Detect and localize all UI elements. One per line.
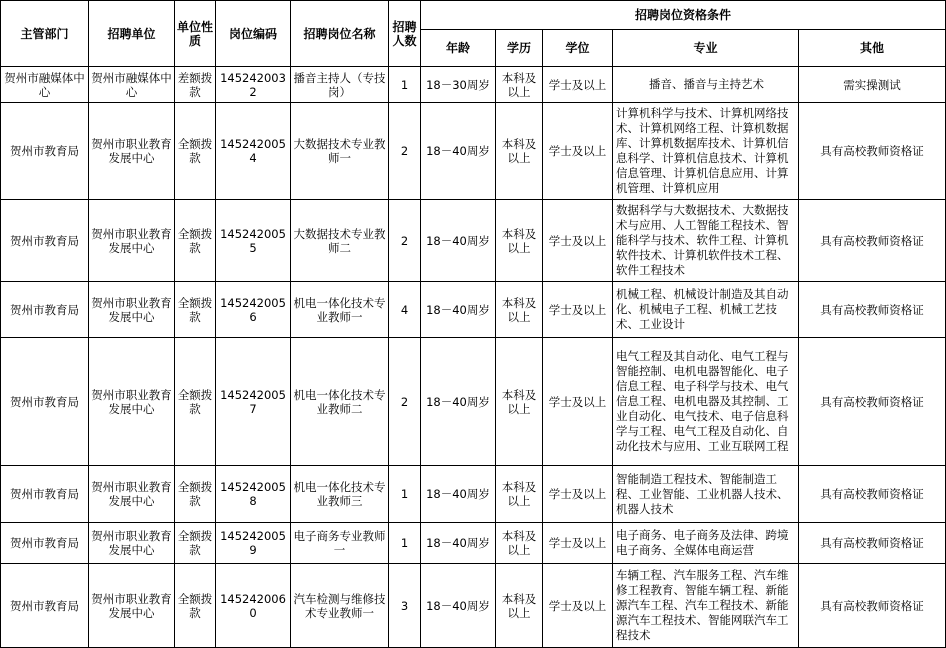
header-unit: 招聘单位 [89, 1, 175, 67]
cell-code: 1452420058 [216, 466, 291, 523]
cell-position: 机电一体化技术专业教师三 [291, 466, 389, 523]
table-row [1, 466, 946, 523]
cell-education: 本科及以上 [496, 338, 543, 466]
cell-major: 播音、播音与主持艺术 [613, 67, 799, 103]
cell-nature: 全额拨款 [175, 282, 216, 338]
cell-degree: 学士及以上 [543, 523, 613, 564]
cell-major: 车辆工程、汽车服务工程、汽车维修工程教育、智能车辆工程、新能源汽车工程、汽车工程技术、新能源汽车工程技术、智能网联汽车工程技术 [613, 564, 799, 648]
cell-unit: 贺州市职业教育发展中心 [89, 338, 175, 466]
table-row [1, 282, 946, 338]
cell-degree: 学士及以上 [543, 200, 613, 282]
cell-dept: 贺州市教育局 [1, 338, 89, 466]
cell-age: 18－40周岁 [421, 564, 496, 648]
cell-unit: 贺州市职业教育发展中心 [89, 564, 175, 648]
cell-position: 大数据技术专业教师二 [291, 200, 389, 282]
cell-position: 汽车检测与维修技术专业教师一 [291, 564, 389, 648]
cell-degree: 学士及以上 [543, 67, 613, 103]
cell-education: 本科及以上 [496, 564, 543, 648]
cell-nature: 全额拨款 [175, 200, 216, 282]
cell-dept: 贺州市教育局 [1, 103, 89, 200]
cell-position: 电子商务专业教师一 [291, 523, 389, 564]
cell-nature: 全额拨款 [175, 564, 216, 648]
cell-degree: 学士及以上 [543, 466, 613, 523]
header-dept: 主管部门 [1, 1, 89, 67]
cell-code: 1452420054 [216, 103, 291, 200]
header-degree: 学位 [543, 30, 613, 67]
cell-major: 智能制造工程技术、智能制造工程、工业智能、工业机器人技术、机器人技术 [613, 466, 799, 523]
cell-major: 计算机科学与技术、计算机网络技术、计算机网络工程、计算机数据库、计算机数据库技术、计算机信息科学、计算机信息技术、计算机信息管理、计算机信息应用、计算机管理、计算机应用 [613, 103, 799, 200]
cell-code: 1452420060 [216, 564, 291, 648]
cell-nature: 全额拨款 [175, 523, 216, 564]
cell-other: 具有高校教师资格证 [799, 338, 946, 466]
table-row [1, 564, 946, 648]
header-age: 年龄 [421, 30, 496, 67]
cell-age: 18－30周岁 [421, 67, 496, 103]
cell-code: 1452420057 [216, 338, 291, 466]
cell-unit: 贺州市职业教育发展中心 [89, 282, 175, 338]
cell-count: 4 [389, 282, 421, 338]
cell-age: 18－40周岁 [421, 200, 496, 282]
cell-dept: 贺州市教育局 [1, 564, 89, 648]
cell-dept: 贺州市教育局 [1, 200, 89, 282]
cell-position: 大数据技术专业教师一 [291, 103, 389, 200]
cell-count: 1 [389, 523, 421, 564]
cell-nature: 差额拨款 [175, 67, 216, 103]
cell-dept: 贺州市教育局 [1, 466, 89, 523]
header-conditions: 招聘岗位资格条件 [421, 1, 946, 30]
cell-other: 具有高校教师资格证 [799, 282, 946, 338]
cell-position: 机电一体化技术专业教师二 [291, 338, 389, 466]
cell-education: 本科及以上 [496, 282, 543, 338]
cell-other: 需实操测试 [799, 67, 946, 103]
cell-major: 电子商务、电子商务及法律、跨境电子商务、全媒体电商运营 [613, 523, 799, 564]
cell-other: 具有高校教师资格证 [799, 564, 946, 648]
cell-unit: 贺州市职业教育发展中心 [89, 200, 175, 282]
cell-major: 机械工程、机械设计制造及其自动化、机械电子工程、机械工艺技术、工业设计 [613, 282, 799, 338]
table-header [1, 1, 946, 67]
cell-education: 本科及以上 [496, 103, 543, 200]
cell-other: 具有高校教师资格证 [799, 200, 946, 282]
cell-education: 本科及以上 [496, 67, 543, 103]
cell-other: 具有高校教师资格证 [799, 466, 946, 523]
table-row [1, 523, 946, 564]
cell-count: 2 [389, 200, 421, 282]
table-row [1, 67, 946, 103]
cell-education: 本科及以上 [496, 523, 543, 564]
cell-nature: 全额拨款 [175, 338, 216, 466]
cell-code: 1452420056 [216, 282, 291, 338]
cell-other: 具有高校教师资格证 [799, 103, 946, 200]
cell-degree: 学士及以上 [543, 564, 613, 648]
cell-count: 1 [389, 466, 421, 523]
cell-unit: 贺州市融媒体中心 [89, 67, 175, 103]
cell-degree: 学士及以上 [543, 282, 613, 338]
table-body [1, 67, 946, 648]
cell-age: 18－40周岁 [421, 466, 496, 523]
header-position: 招聘岗位名称 [291, 1, 389, 67]
header-education: 学历 [496, 30, 543, 67]
cell-major: 电气工程及其自动化、电气工程与智能控制、电机电器智能化、电子信息工程、电子科学与技术、电气信息工程、电机电器及其控制、工业自动化、电气技术、电子信息科学与工程、电气工程及自动化、自动化技术与应用、工业互联网工程 [613, 338, 799, 466]
table-row [1, 338, 946, 466]
cell-unit: 贺州市职业教育发展中心 [89, 103, 175, 200]
cell-other: 具有高校教师资格证 [799, 523, 946, 564]
cell-dept: 贺州市教育局 [1, 282, 89, 338]
cell-age: 18－40周岁 [421, 523, 496, 564]
table-row [1, 200, 946, 282]
cell-count: 1 [389, 67, 421, 103]
cell-code: 1452420032 [216, 67, 291, 103]
cell-unit: 贺州市职业教育发展中心 [89, 466, 175, 523]
cell-degree: 学士及以上 [543, 103, 613, 200]
cell-count: 2 [389, 338, 421, 466]
cell-code: 1452420055 [216, 200, 291, 282]
cell-age: 18－40周岁 [421, 338, 496, 466]
cell-dept: 贺州市融媒体中心 [1, 67, 89, 103]
cell-nature: 全额拨款 [175, 103, 216, 200]
table-row [1, 103, 946, 200]
header-other: 其他 [799, 30, 946, 67]
header-count: 招聘人数 [389, 1, 421, 67]
cell-code: 1452420059 [216, 523, 291, 564]
cell-position: 播音主持人（专技岗） [291, 67, 389, 103]
cell-degree: 学士及以上 [543, 338, 613, 466]
cell-nature: 全额拨款 [175, 466, 216, 523]
header-code: 岗位编码 [216, 1, 291, 67]
cell-dept: 贺州市教育局 [1, 523, 89, 564]
header-nature: 单位性质 [175, 1, 216, 67]
cell-education: 本科及以上 [496, 466, 543, 523]
cell-age: 18－40周岁 [421, 282, 496, 338]
cell-count: 2 [389, 103, 421, 200]
header-major: 专业 [613, 30, 799, 67]
cell-position: 机电一体化技术专业教师一 [291, 282, 389, 338]
cell-education: 本科及以上 [496, 200, 543, 282]
cell-major: 数据科学与大数据技术、大数据技术与应用、人工智能工程技术、智能科学与技术、软件工程、计算机软件技术、计算机软件技术工程、软件工程技术 [613, 200, 799, 282]
cell-age: 18－40周岁 [421, 103, 496, 200]
cell-unit: 贺州市职业教育发展中心 [89, 523, 175, 564]
cell-count: 3 [389, 564, 421, 648]
